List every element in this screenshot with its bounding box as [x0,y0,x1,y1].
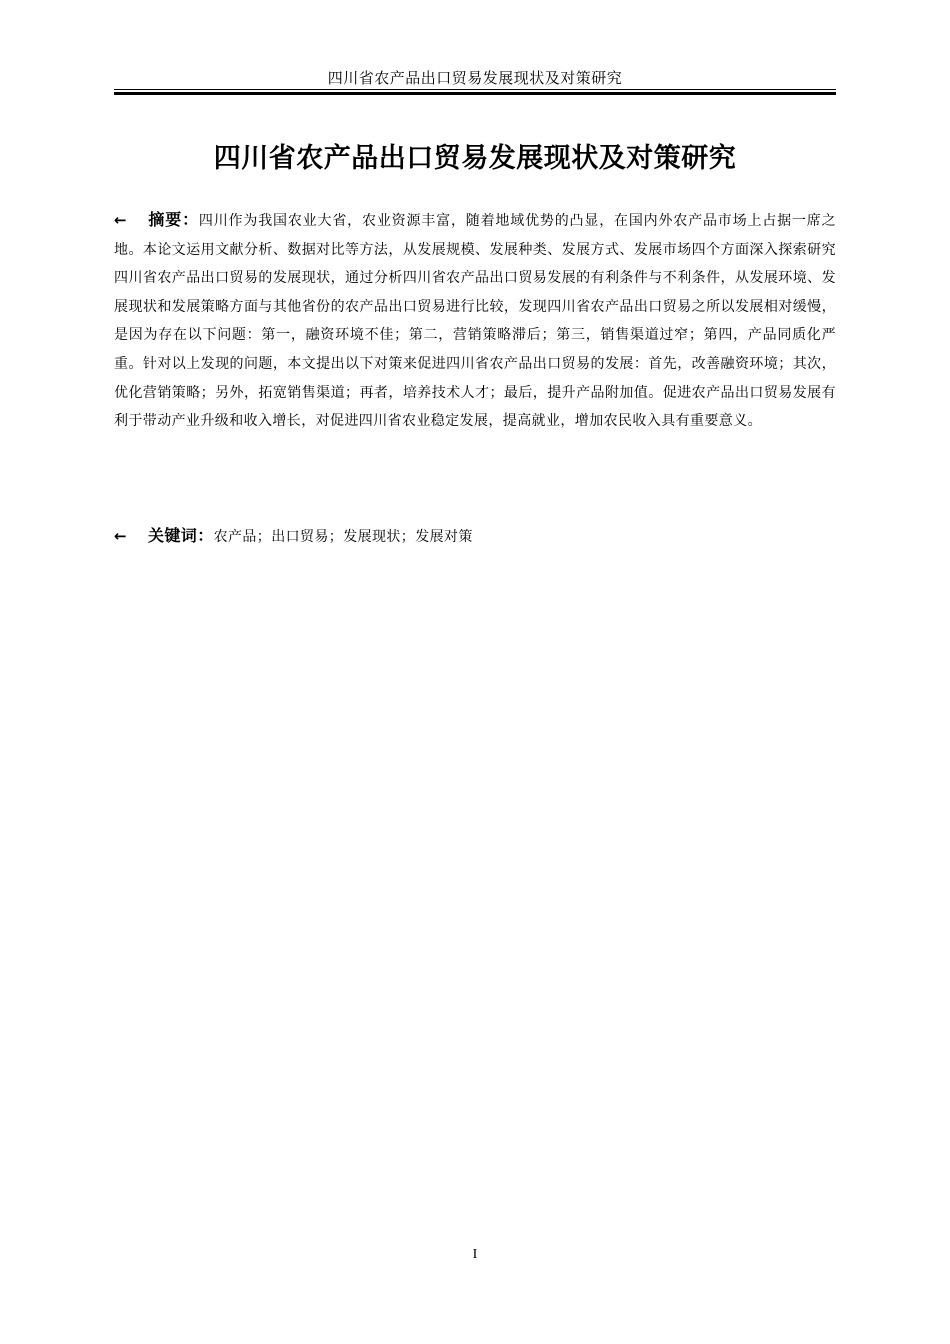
abstract-label: 摘要： [148,210,199,229]
header-rule-thin [114,89,836,90]
keywords-text: 农产品；出口贸易；发展现状；发展对策 [213,529,473,545]
page-number: I [472,1247,478,1262]
keywords-label: 关键词： [148,526,214,545]
running-header: 四川省农产品出口贸易发展现状及对策研究 [327,69,623,87]
paragraph-mark-icon: ← [114,527,127,545]
keywords-paragraph [114,522,836,551]
abstract-paragraph [114,206,836,436]
abstract-text: 四川作为我国农业大省，农业资源丰富，随着地域优势的凸显，在国内外农产品市场上占据一席之地。本论文运用文献分析、数据对比等方法，从发展规模、发展种类、发展方式、发展市场四个方面深入探索研究四川省农产品出口贸易的发展现状，通过分析四川省农产品出口贸易发展的有利条件与不利条件，从发展环境、发展现状和发展策略方面与其他省份的农产品出口贸易进行比较，发现四川省农产品出口贸易之所以发展相对缓慢，是因为存在以下问题：第一，融资环境不佳；第二，营销策略滞后；第三，销售渠道过窄；第四，产品同质化严重。针对以上发现的问题，本文提出以下对策来促进四川省农产品出口贸易的发展：首先，改善融资环境；其次，优化营销策略；另外，拓宽销售渠道；再者，培养技术人才；最后，提升产品附加值。促进农产品出口贸易发展有利于带动产业升级和收入增长，对促进四川省农业稳定发展，提高就业，增加农民收入具有重要意义。 [114,213,836,430]
document-title: 四川省农产品出口贸易发展现状及对策研究 [213,143,737,174]
header-rule-thick [114,92,836,95]
paragraph-mark-icon: ← [114,211,127,229]
